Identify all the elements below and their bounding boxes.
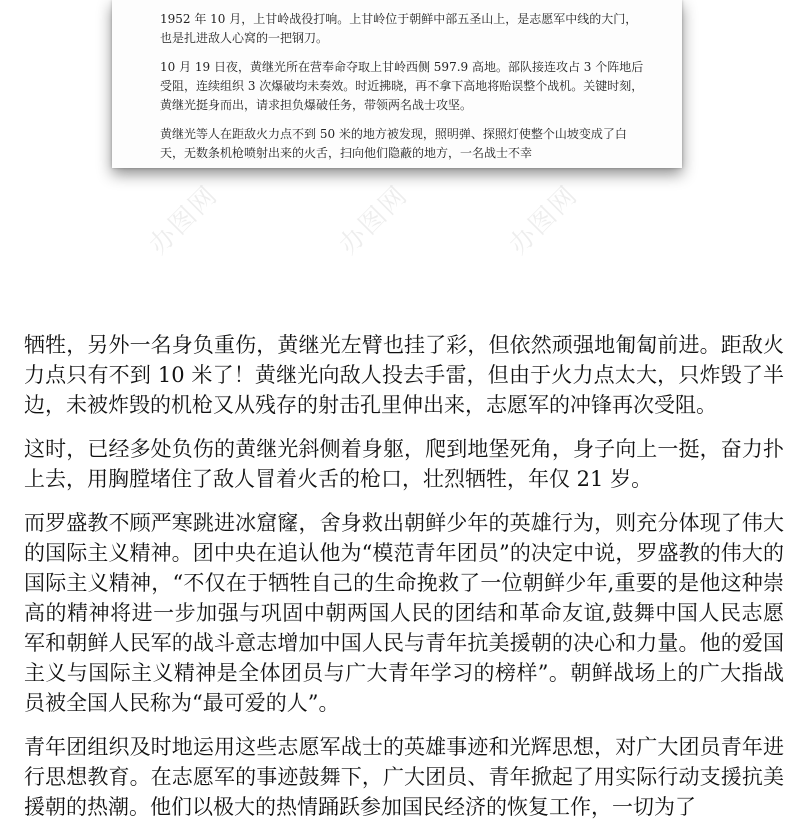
document-image-card bbox=[112, 0, 682, 168]
watermark: 办图网 bbox=[143, 179, 225, 261]
body-paragraph-2: 这时，已经多处负伤的黄继光斜侧着身躯，爬到地堡死角，身子向上一挺，奋力扑上去，用胸膛堵住了敌人冒着火舌的枪口，壮烈牺牲，年仅 21 岁。 bbox=[24, 437, 784, 491]
card-paragraph-3: 黄继光等人在距敌火力点不到 50 米的地方被发现，照明弹、探照灯使整个山坡变成了白天，无数条机枪喷射出来的火舌，扫向他们隐蔽的地方，一名战士不幸 bbox=[160, 127, 627, 160]
article-body bbox=[24, 330, 784, 836]
body-paragraph-4: 青年团组织及时地运用这些志愿军战士的英雄事迹和光辉思想，对广大团员青年进行思想教育。在志愿军的事迹鼓舞下，广大团员、青年掀起了用实际行动支援抗美援朝的热潮。他们以极大的热情踊跃参加国民经济的恢复工作，一切为了 bbox=[24, 735, 784, 819]
card-paragraph-1: 1952 年 10 月，上甘岭战役打响。上甘岭位于朝鲜中部五圣山上，是志愿军中线的大门，也是扎进敌人心窝的一把钢刀。 bbox=[160, 12, 638, 45]
watermark: 办图网 bbox=[333, 179, 415, 261]
card-text-body bbox=[112, 0, 682, 163]
card-paragraph-2: 10 月 19 日夜，黄继光所在营奉命夺取上甘岭西侧 597.9 高地。部队接连攻占 3 个阵地后受阻，连续组织 3 次爆破均未奏效。时近拂晓，再不拿下高地将贻误整个战机。关键时刻，黄继光挺身而出，请求担负爆破任务，带领两名战士攻坚。 bbox=[160, 60, 644, 112]
body-paragraph-1: 牺牲，另外一名身负重伤，黄继光左臂也挂了彩，但依然顽强地匍匐前进。距敌火力点只有不到 10 米了！黄继光向敌人投去手雷，但由于火力点太大，只炸毁了半边，未被炸毁的机枪又从残存的射击孔里伸出来，志愿军的冲锋再次受阻。 bbox=[24, 333, 784, 417]
body-paragraph-3: 而罗盛教不顾严寒跳进冰窟窿，舍身救出朝鲜少年的英雄行为，则充分体现了伟大的国际主义精神。团中央在追认他为“模范青年团员”的决定中说，罗盛教的伟大的国际主义精神，“不仅在于牺牲自己的生命挽救了一位朝鲜少年,重要的是他这种崇高的精神将进一步加强与巩固中朝两国人民的团结和革命友谊,鼓舞中国人民志愿军和朝鲜人民军的战斗意志增加中国人民与青年抗美援朝的决心和力量。他的爱国主义与国际主义精神是全体团员与广大青年学习的榜样”。朝鲜战场上的广大指战员被全国人民称为“最可爱的人”。 bbox=[24, 511, 784, 715]
watermark: 办图网 bbox=[503, 179, 585, 261]
